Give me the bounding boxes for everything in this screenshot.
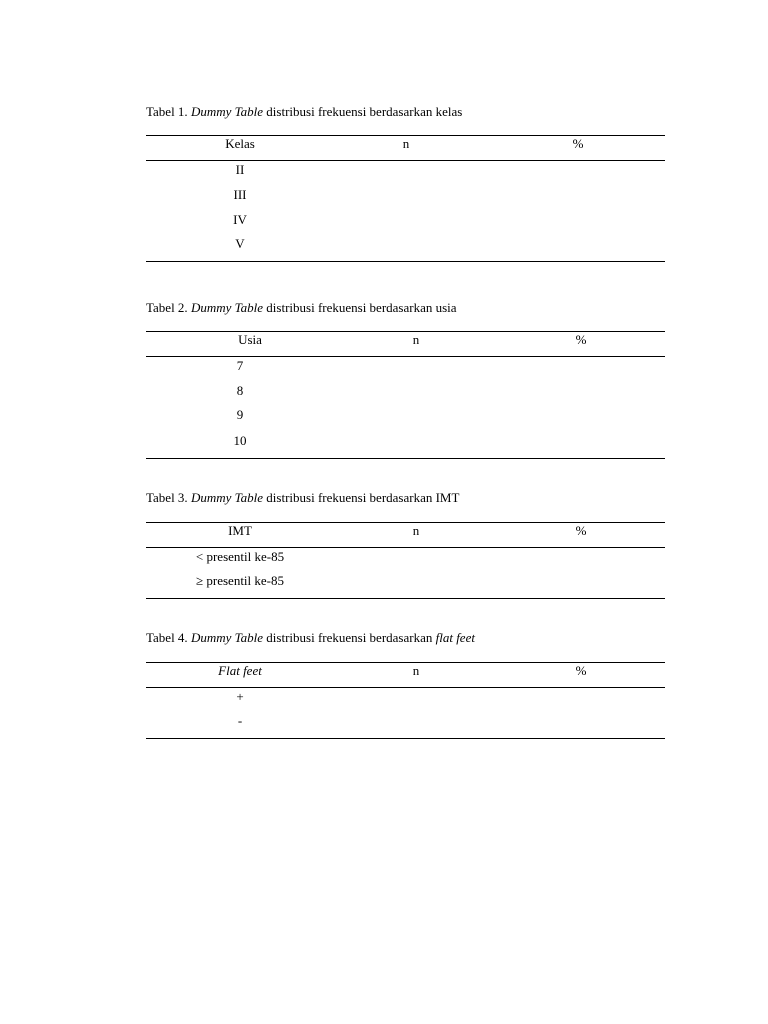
- caption-dummy: Dummy Table: [190, 630, 264, 645]
- table-row: 8: [236, 383, 244, 398]
- caption-prefix: Tabel 4.: [146, 630, 188, 645]
- table-row: 10: [233, 433, 247, 448]
- caption-dummy: Dummy Table: [190, 490, 264, 505]
- header-rule: [146, 547, 665, 548]
- header-col-1: Flat feet: [218, 663, 262, 678]
- bottom-rule: [146, 458, 665, 459]
- header-col-2: n: [412, 523, 420, 538]
- caption-prefix: Tabel 2.: [146, 300, 188, 315]
- table-row: ≥ presentil ke-85: [196, 573, 284, 588]
- caption-rest: distribusi frekuensi berdasarkan IMT: [266, 490, 460, 505]
- caption-prefix: Tabel 1.: [146, 104, 188, 119]
- caption-dummy: Dummy Table: [190, 300, 264, 315]
- header-rule: [146, 160, 665, 161]
- table-caption: [146, 630, 475, 646]
- table-row: -: [237, 713, 243, 728]
- table-row: II: [235, 162, 245, 177]
- table-row: < presentil ke-85: [195, 549, 285, 564]
- bottom-rule: [146, 261, 665, 262]
- header-col-1: Kelas: [225, 136, 255, 151]
- table-row: III: [233, 187, 247, 202]
- table-4: [146, 630, 665, 742]
- caption-prefix: Tabel 3.: [146, 490, 188, 505]
- caption-dummy: Dummy Table: [190, 104, 264, 119]
- header-col-1: IMT: [228, 523, 252, 538]
- header-col-1: Usia: [238, 332, 262, 347]
- header-col-2: n: [412, 663, 420, 678]
- caption-rest: distribusi frekuensi berdasarkan usia: [266, 300, 457, 315]
- bottom-rule: [146, 738, 665, 739]
- table-3: [146, 490, 665, 602]
- header-col-2: n: [402, 136, 410, 151]
- header-col-3: %: [575, 523, 587, 538]
- header-col-2: n: [412, 332, 420, 347]
- table-row: +: [236, 689, 244, 704]
- table-row: 9: [236, 407, 244, 422]
- table-caption: [146, 104, 462, 120]
- table-row: V: [235, 236, 245, 251]
- header-col-3: %: [572, 136, 584, 151]
- table-caption: [146, 300, 457, 316]
- table-row: IV: [233, 212, 247, 227]
- header-rule: [146, 356, 665, 357]
- table-caption: [146, 490, 459, 506]
- bottom-rule: [146, 598, 665, 599]
- caption-rest: distribusi frekuensi berdasarkan kelas: [266, 104, 463, 119]
- header-rule: [146, 687, 665, 688]
- caption-rest: distribusi frekuensi berdasarkan: [266, 630, 433, 645]
- header-col-3: %: [575, 332, 587, 347]
- table-2: [146, 300, 665, 460]
- table-1: [146, 104, 665, 264]
- caption-italic-term: flat feet: [435, 630, 475, 645]
- header-col-3: %: [575, 663, 587, 678]
- table-row: 7: [236, 358, 244, 373]
